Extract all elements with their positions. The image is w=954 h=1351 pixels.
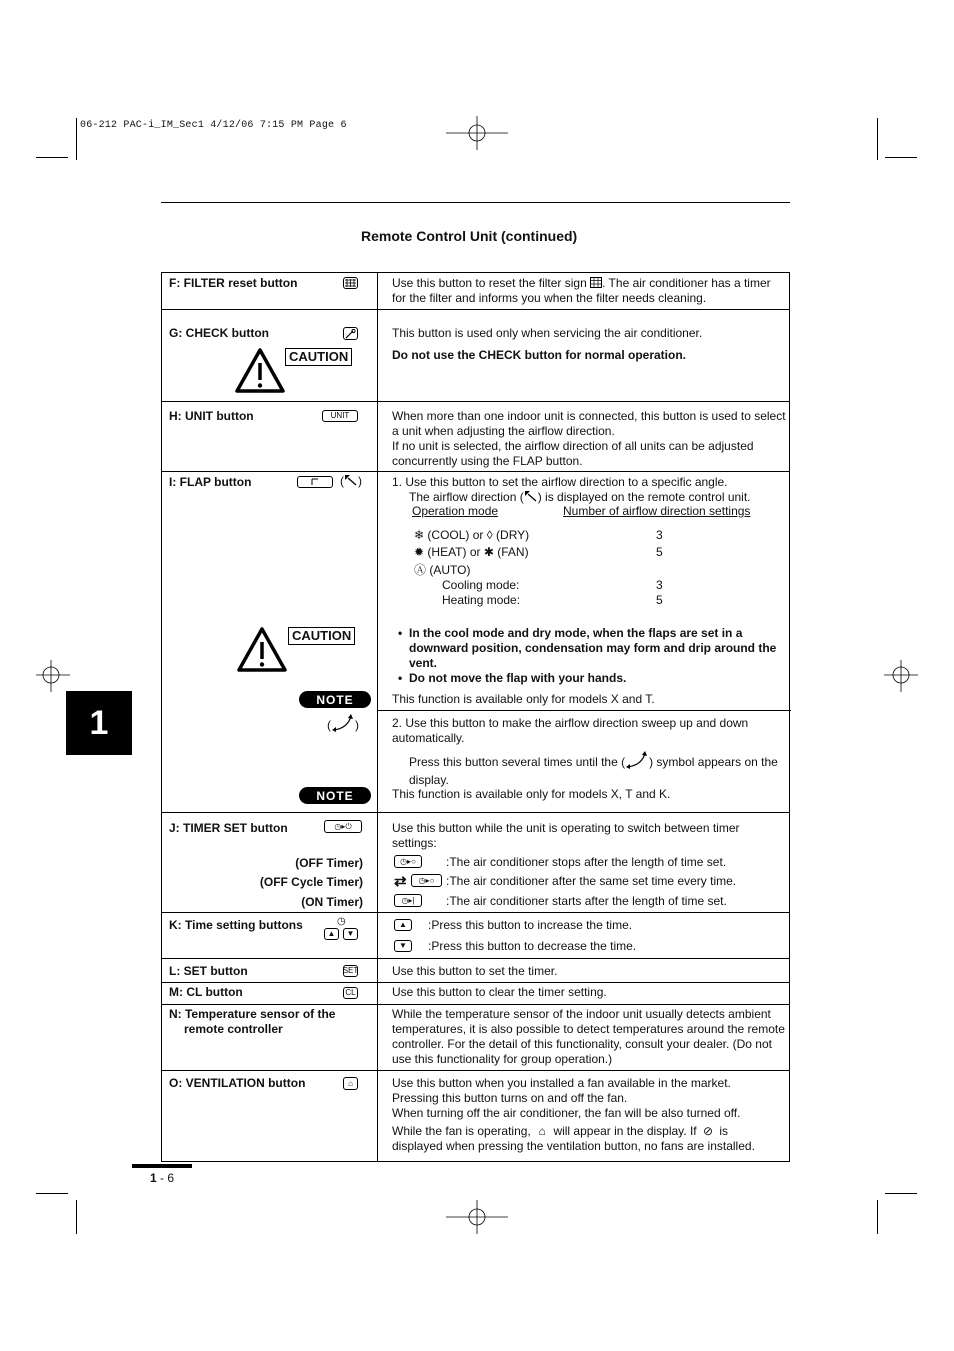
flap-item-2b: Press this button several times until the ( ) symbol appears on the display. [392, 750, 787, 789]
down-button-icon: ▼ [343, 928, 358, 940]
set-button-icon: SET [342, 966, 359, 975]
unit-button-icon: UNIT [322, 410, 358, 422]
ventilation-text-3: When turning off the air conditioner, the fan will be also turned off. [392, 1106, 741, 1120]
off-cycle-timer-icon: ◷▸○ [411, 874, 442, 887]
print-header: 06-212 PAC-i_IM_Sec1 4/12/06 7:15 PM Page 6 [80, 120, 347, 131]
col-airflow-settings: Number of airflow direction settings [563, 504, 751, 518]
chapter-tab: 1 [66, 691, 132, 755]
set-label: L: SET button [169, 964, 248, 978]
row-divider [162, 958, 789, 959]
row-divider [162, 982, 789, 983]
timer-description: Use this button while the unit is operating to switch between timer settings: [392, 821, 740, 850]
note-badge: NOTE [299, 787, 371, 804]
heat-icon: ✹ [414, 545, 425, 559]
flap-item-2: 2. Use this button to make the airflow direction sweep up and down automatically. [392, 716, 749, 745]
warning-triangle-icon [235, 347, 285, 393]
wrench-icon [343, 327, 358, 340]
row-divider [162, 812, 789, 813]
airflow-direction-indicator: ( ) [340, 474, 362, 488]
timer-set-label: J: TIMER SET button [169, 821, 288, 835]
airflow-direction-icon [524, 490, 538, 502]
ventilation-text-5: displayed when pressing the ventilation button, no fans are installed. [392, 1139, 755, 1153]
cooling-mode: Cooling mode: [442, 578, 520, 592]
flap-note-1: This function is available only for models X and T. [392, 692, 655, 706]
airflow-direction-icon [344, 474, 358, 486]
on-timer-label: (ON Timer) [301, 895, 363, 909]
caution-label: CAUTION [285, 348, 352, 366]
filter-label: F: FILTER reset button [169, 276, 298, 290]
off-cycle-timer-text: :The air conditioner after the same set time every time. [446, 874, 737, 888]
flap-note-2: This function is available only for models X, T and K. [392, 787, 671, 801]
auto-icon: Ⓐ [414, 563, 427, 577]
crop-mark [885, 1193, 917, 1194]
registration-mark [446, 1200, 508, 1234]
sensor-label: N: Temperature sensor of the [169, 1007, 336, 1021]
no-fan-icon: ⊘ [702, 1124, 713, 1138]
warning-triangle-icon [237, 626, 287, 672]
down-button-icon: ▼ [394, 940, 412, 952]
mode-cool-value: 3 [656, 528, 663, 542]
up-button-icon: ▲ [394, 919, 412, 931]
cl-description: Use this button to clear the timer setting. [392, 985, 607, 999]
ventilation-button-icon: ⌂ [343, 1077, 358, 1090]
ventilation-label: O: VENTILATION button [169, 1076, 306, 1090]
caution-label: CAUTION [288, 627, 355, 645]
dry-icon: ◊ [486, 528, 493, 542]
cooling-value: 3 [656, 578, 663, 592]
on-timer-icon: ◷▸| [394, 894, 422, 907]
off-timer-icon: ◷▸○ [394, 855, 422, 868]
filter-description: Use this button to reset the filter sign . The air conditioner has a timer for the filter and informs you when the filter needs cleaning. [392, 276, 771, 305]
row-divider [162, 401, 789, 402]
swing-icon [625, 750, 649, 770]
unit-text-1: When more than one indoor unit is connected, this button is used to select a unit when adjusting the airflow direction. [392, 409, 786, 438]
filter-button-icon [343, 277, 358, 289]
heating-mode: Heating mode: [442, 593, 521, 607]
crop-mark [877, 118, 878, 160]
col-operation-mode: Operation mode [412, 504, 499, 518]
up-button-text: :Press this button to increase the time. [428, 918, 633, 932]
crop-mark [877, 1200, 878, 1234]
cl-button-icon: CL [343, 987, 358, 999]
swing-icon [331, 713, 355, 733]
check-label: G: CHECK button [169, 326, 269, 340]
crop-mark [36, 1193, 68, 1194]
page-number: 1 - 6 [150, 1171, 175, 1185]
ventilation-text-2: Pressing this button turns on and off the fan. [392, 1091, 628, 1105]
mode-heat-value: 5 [656, 545, 663, 559]
column-divider [377, 273, 378, 1161]
crop-mark [36, 157, 68, 158]
unit-text-2: If no unit is selected, the airflow direction of all units can be adjusted concurrently using the FLAP button. [392, 439, 754, 468]
off-timer-text: :The air conditioner stops after the length of time set. [446, 855, 727, 869]
flap-item-1b: The airflow direction ( ) is displayed on the remote control unit. [409, 490, 751, 504]
set-description: Use this button to set the timer. [392, 964, 558, 978]
fan-display-icon: ⌂ [538, 1124, 546, 1138]
registration-mark [36, 660, 70, 692]
footer-rule [132, 1164, 192, 1168]
time-setting-label: K: Time setting buttons [169, 918, 303, 932]
swing-indicator: ( ) [327, 713, 359, 733]
ventilation-description [392, 1076, 787, 1154]
header-rule [161, 202, 790, 203]
crop-mark [885, 157, 917, 158]
on-timer-text: :The air conditioner starts after the length of time set. [446, 894, 727, 908]
row-divider [162, 309, 789, 310]
bullet: • [398, 626, 403, 640]
button-reference-table [161, 272, 790, 1162]
flap-label: I: FLAP button [169, 475, 252, 489]
row-divider [377, 710, 791, 711]
check-warning: Do not use the CHECK button for normal operation. [392, 348, 686, 362]
ventilation-text-4: While the fan is operating, ⌂ will appear in the display. If ⊘ is [392, 1124, 728, 1138]
heating-value: 5 [656, 593, 663, 607]
registration-mark [884, 660, 918, 692]
mode-cool-dry: ❄ (COOL) or ◊ (DRY) [414, 528, 530, 542]
mode-auto: Ⓐ (AUTO) [414, 563, 471, 577]
crop-mark [76, 118, 77, 160]
flap-description-2 [392, 716, 787, 789]
note-badge: NOTE [299, 691, 371, 708]
row-divider [162, 471, 789, 472]
down-button-text: :Press this button to decrease the time. [428, 939, 637, 953]
flap-caution-1: • In the cool mode and dry mode, when the flaps are set in a downward position, condensation may form and drip around the vent. [398, 626, 777, 670]
row-divider [162, 1004, 789, 1005]
flap-caution-2: • Do not move the flap with your hands. [398, 671, 627, 685]
off-cycle-timer-label: (OFF Cycle Timer) [259, 875, 363, 889]
flap-item-1: 1. Use this button to set the airflow direction to a specific angle. [392, 475, 728, 489]
section-title: Remote Control Unit (continued) [361, 228, 578, 244]
off-timer-label: (OFF Timer) [295, 856, 363, 870]
mode-heat-fan: ✹ (HEAT) or ✱ (FAN) [414, 545, 529, 559]
ventilation-text-1: Use this button when you installed a fan available in the market. [392, 1076, 731, 1090]
cool-icon: ❄ [414, 528, 425, 542]
clock-icon: ◷ [337, 916, 346, 927]
cl-label: M: CL button [169, 985, 243, 999]
up-button-icon: ▲ [324, 928, 339, 940]
row-divider [162, 912, 789, 913]
timer-set-button-icon: ◷▸⏻ [324, 820, 362, 833]
sensor-description: While the temperature sensor of the indoor unit usually detects ambient temperatures, it is also possible to detect temperatures around the remote controller. For the detail of this functionality, consult your dealer. (Do not use this functionality for group operation.) [392, 1007, 785, 1066]
flap-description [392, 475, 787, 505]
flap-button-icon [297, 476, 333, 488]
sensor-label-2: remote controller [184, 1022, 283, 1036]
row-divider [162, 1070, 789, 1071]
registration-mark [446, 116, 508, 150]
unit-label: H: UNIT button [169, 409, 254, 423]
bullet: • [398, 671, 403, 685]
filter-sign-icon [590, 277, 602, 288]
fan-icon: ✱ [483, 545, 494, 559]
check-description: This button is used only when servicing the air conditioner. [392, 326, 703, 340]
unit-description [392, 409, 787, 469]
crop-mark [76, 1200, 77, 1234]
repeat-icon: ⇄ [394, 873, 407, 890]
